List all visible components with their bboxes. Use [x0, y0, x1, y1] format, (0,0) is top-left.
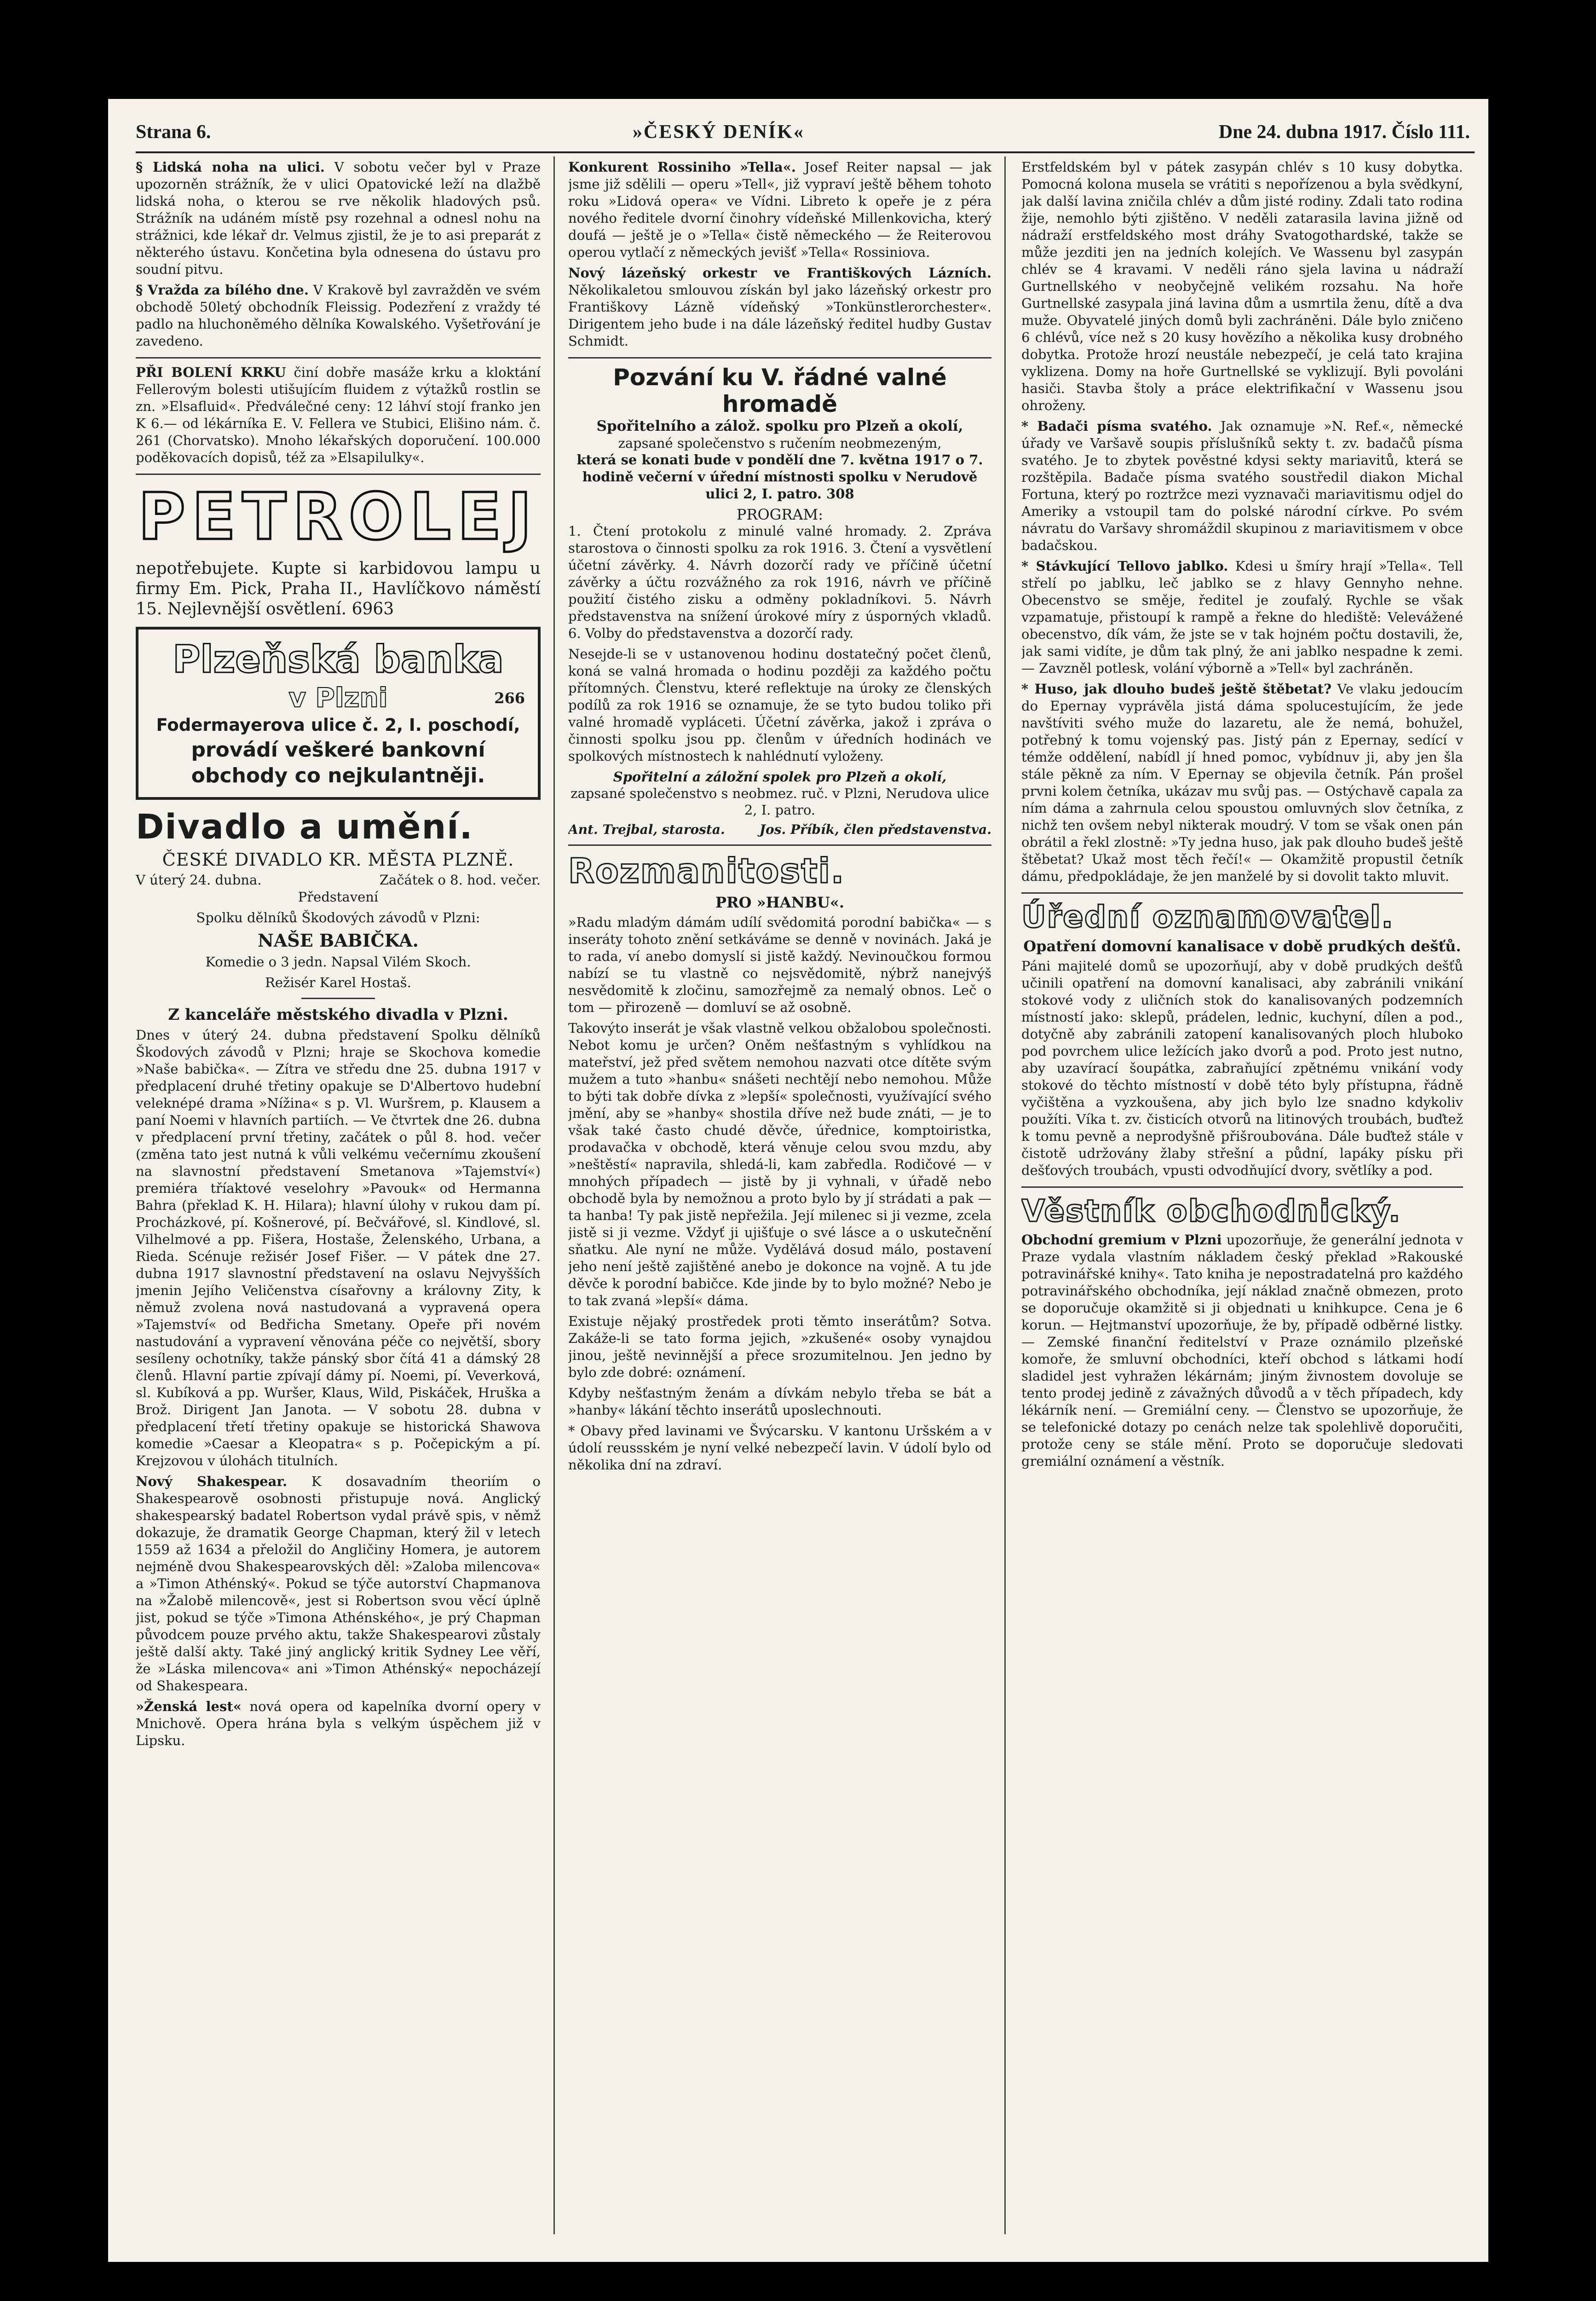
page-number: Strana 6.	[136, 121, 211, 143]
page-header	[136, 113, 1475, 153]
misc-body-4: Kdyby nešťastným ženám a dívkám nebylo třeba se bát a »hanby« lákání těchto inserátů uposlechnouti.	[568, 1385, 991, 1418]
column-3	[1021, 159, 1463, 2234]
ad-petrol-title: PETROLEJ	[138, 480, 538, 555]
section-official: Úřední oznamovatel.	[1021, 899, 1394, 935]
meeting-title: Pozvání ku V. řádné valné hromadě	[613, 364, 947, 417]
article-goose: * Huso, jak dlouho budeš ještě štěbetat? Ve vlaku jedoucím do Epernay vyprávěla jistá dáma spolucestujícím, že jede navštíviti svého muže do lazaretu, ale že nemá, bohužel, potřebný k tomu vojenský pas. Jistý pán z Epernay, sedící v témže oddělení, nabídl jí hned pomoc, vybídnuv ji, aby jen šla stále pěkně za ním. V Epernay se objevila četník. Pán prošel prvni kolem četníka, ukázav mu svůj pas. — Ostýchavě capala za ním dáma a zahrnula celou spoustou omluvných slov četníka, z nichž ten ovšem nebyl nikterak moudrý. V tom se však onen pán obrátil a řekl zlostně: »Ty jedna huso, jak pak dlouho budeš ještě štěbetat? Ukaž most těch řečí!« — Okamžitě propustil četník dámu, předpokládaje, že jen manželé by si dovolit takto mluvit.	[1021, 681, 1463, 884]
article-bible-students: * Badači písma svatého. Jak oznamuje »N. Ref.«, německé úřady ve Varšavě soupis příslušníků sekty t. zv. badačů písma svatého. Je to zbytek pověstné kdysi sekty mariavitů, která se rozštěpila. Badače písma svatého soustředil diakon Michal Fortuna, který po roztržce mezi vyznavači mariavitismu odjel do Ameriky a vstoupil tam do polské národní církve. Po svém návratu do Varšavy shromáždil skupinou z mariavitismem v obce badačskou.	[1021, 418, 1463, 553]
article-orchestra: Nový lázeňský orkestr ve Františkových Lázních. Několikaletou smlouvou získán byl jako lázeňský orkestr pro Františkovy Lázně vídeňský »Tonkünstlerorchester«. Dirigentem jeho bude i na dále lázeňský ředitel hudby Gustav Schmidt.	[568, 265, 991, 349]
ad-petrol-body: nepotřebujete. Kupte si karbidovou lampu u firmy Em. Pick, Praha II., Havlíčkovo náměstí 15. Nejlevnější osvětlení. 6963	[136, 559, 541, 619]
bank-address: Fodermayerova ulice č. 2, I. poschodí,	[156, 715, 520, 735]
meeting-sig-addr: zapsané společenstvo s neobmez. ruč. v Plzni, Nerudova ulice 2, I. patro.	[570, 786, 989, 818]
article-tell-opera: Konkurent Rossiniho »Tella«. Josef Reiter napsal — jak jsme již sdělili — operu »Tell«, již vypraví ještě během tohoto roku »Lidová opera« ve Vídni. Libreto k opeře je z péra nového ředitele dvorní činohry vídeňské Millenkovicha, který doufá — ještě je o »Tella« čistě německého — že Reiterovou operou vytlačí z německých jevišť »Tella« Rossiniova.	[568, 159, 991, 260]
section-commerce: Věstník obchodnický.	[1021, 1193, 1401, 1229]
theater-name: ČESKÉ DIVADLO KR. MĚSTA PLZNĚ.	[162, 850, 514, 870]
office-title: Z kanceláře městského divadla v Plzni.	[168, 1006, 508, 1024]
performance-label: Představení	[298, 889, 379, 905]
performance-org: Spolku dělníků Škodových závodů v Plzni:	[196, 910, 480, 925]
issue-date: Dne 24. dubna 1917. Číslo 111.	[1218, 121, 1470, 143]
program-label: PROGRAM:	[736, 506, 824, 523]
misc-subtitle: PRO »HANBU«.	[715, 894, 845, 911]
article-shakespeare: Nový Shakespear. K dosavadním theoriím o Shakespearově osobnosti přistupuje nová. Anglický shakespearský badatel Robertson vydal právě spis, v němž dokazuje, že dramatik George Chapman, který žil v letech 1559 až 1634 a přeložil do Angličiny Homera, je autorem nejméně dvou Shakespearovských děl: »Zaloba milencova« a »Timon Athénský«. Pokud se týče autorství Chapmanova na »Žalobě milencově«, jest si Robertson svou věcí úplně jist, pokud se týče »Timona Athénského«, je prý Chapman původcem pouze prvého aktu, takže Shakespearovi zůstaly ještě další akty. Také jiný anglický kritik Sydney Lee věří, že »Láska milencova« ani »Timon Athénský« nepocházejí od Shakespeara.	[136, 1474, 541, 1694]
ad-elsafluid: PŘI BOLENÍ KRKU činí dobře masáže krku a kloktání Fellerovým bolesti utišujícím fluidem z výtažků rostlin se zn. »Elsafluid«. Předválečné ceny: 12 láhví stojí franko jen K 6.— od lékárníka E. V. Fellera ve Stubici, Elišino nám. č. 261 (Chorvatsko). Mnoho lékařských doporučení. 100.000 poděkovacích dopisů, též za »Elsapilulky«.	[136, 364, 541, 465]
meeting-sig-org: Spořitelní a záložní spolek pro Plzeň a okolí,	[613, 769, 947, 785]
masthead: »ČESKÝ DENÍK«	[633, 121, 805, 143]
bank-text: provádí veškeré bankovní obchody co nejkulantněji.	[191, 738, 485, 787]
play-director: Režisér Karel Hostaš.	[265, 975, 411, 990]
section-miscellany: Rozmanitosti.	[568, 851, 845, 891]
performance-time: V úterý 24. dubna. Začátek o 8. hod. večer.	[136, 872, 541, 888]
program-body: 1. Čtení protokolu z minulé valné hromady. 2. Zpráva starostova o činnosti spolku za rok 1916. 3. Čtení a vysvětlení účetní závěrky. 4. Návrh dozorčí rady ve příčině účetní závěrky a účtu rozvážného za rok 1916, návrh ve příčině použití čistého zisku a odměny pokladníkovi. 5. Návrh představenstva na snížení úrokové míry z úsporných vkladů. 6. Volby do představenstva a dozorčí rady.	[568, 523, 991, 641]
ad-bank	[136, 627, 541, 800]
misc-body-5: * Obavy před lavinami ve Švýcarsku. V kantonu Uršském a v údolí reussském je nyní velké nebezpečí lavin. V údolí bylo od několika dní na zdraví.	[568, 1423, 991, 1473]
divider	[136, 474, 541, 475]
meeting-when: která se konati bude v pondělí dne 7. května 1917 o 7. hodině večerní v úřední místnosti spolku v Nerudově ulici 2, I. patro. 308	[576, 452, 983, 502]
misc-body-2: Takovýto inserát je však vlastně velkou obžalobou společnosti. Nebot komu je určen? Oněm nešťastným s vyhlídkou na mateřství, jež před světem nemohou nazvati otce dítěte svým mužem a tuto »hanbu« snášeti nechtějí nebo nemohou. Může to býti tak dobře dívka z »lepší« společnosti, využívající svého jmění, aby se »hanby« shostila dříve než bude znáti, — je to však také často chudé děvče, úřednice, komptoiristka, prodavačka v obchodě, která věnuje celou svou mzdu, aby »neštěstí« napravila, shledá-li, kam zabředla. Rodičové — v mnohých případech — jistě by ji vyhnali, v úřadě nebo obchodě byla by nemožnou a proto bylo by jí strádati a pak — ta hanba! Ty pak jistě nepřežila. Její milenec si ji vezme, zcela jistě si ji vezme. Vždyť ji ujišťuje o své lásce a o uskutečnění sňatku. Ale nyní ne může. Vydělává dosud málo, postavení jeho není ještě zajištěné anebo je dokonce na vojně. A tu jde děvče k porodní babičce. Kde jinde by to bylo možné? Nebo je to tak zvaná »lepší« dáma.	[568, 1020, 991, 1308]
divider	[568, 844, 991, 846]
bank-title: Plzeňská banka	[173, 638, 504, 682]
program-note: Nesejde-li se v ustanovenou hodinu dostatečný počet členů, koná se valná hromada o hodinu později za každého počtu přítomných. Členstvu, které reflektuje na úroky ze členských podílů za rok 1916 se oznamuje, že se tyto budou toliko při valné hromadě vypláceti. Účetní závěrka, jakož i zpráva o činnosti spolku jsou pp. členům v úředních hodinách ve spolkových místnostech k nahlédnutí vyloženy.	[568, 646, 991, 764]
article-murder: § Vražda za bílého dne. V Krakově byl zavražděn ve svém obchodě 50letý obchodník Fleissig. Podezření z vraždy té padlo na hluchoněmého dělníka Kowalského. Vyšetřování je zavedeno.	[136, 282, 541, 349]
column-rule	[1004, 156, 1006, 2234]
divider	[136, 357, 541, 358]
article-avalanche: Erstfeldském byl v pátek zasypán chlév s 10 kusy dobytka. Pomocná kolona musela se vrátiti s nepořízenou a byla svědkyní, jak další lavina zničila chlév a dům jisté rodiny. Zdali tato rodina žije, nemohlo býti zjištěno. V neděli zatarasila lavina jižně od nádraží erstfeldského most dráhy Svatogothardské, takže se může jezditi jen na jedních kolejích. Ve Wassenu byl zasypán chlév se 4 kravami. V neděli ráno sjela lavina u nádraží Gurtnellského v neobyčejně velikém rozsahu. Na hoře Gurtnellské zasypala jiná lavina dům a usmrtila ženu, dítě a dva muže. Obyvatelé jiných domů byli zachráněni. Dále bylo zničeno 6 chlévů, více než s 20 kusy hovězího a několika kusy drobného dobytka. Protože hrozí neustále nebezpečí, je celá tato krajina vyklizena. Domy na hoře Gurtnellské se vyklizují. Byli povoláni hasiči. Stavba štoly a práce elektrifikační v Wassenu jsou ohroženy.	[1021, 159, 1463, 413]
divider	[1021, 892, 1463, 894]
office-body: Dnes v úterý 24. dubna představení Spolku dělníků Škodových závodů v Plzni; hraje se Skochova komedie »Naše babička«. — Zítra ve středu dne 25. dubna 1917 v předplacení druhé třetiny opakuje se D'Albertovo hudební veleknépé drama »Nížina« s p. Vl. Wuršrem, p. Klausem a paní Noemi v hlavních partiích. — Ve čtvrtek dne 26. dubna v předplacení první třetiny, začátek o půl 8. hod. večer (změna tato jest nutná k vůli velkému večernímu zkoušení na slavnostní představení Smetanova »Tajemství«) premiéra tříaktové veselohry »Pavouk« od Hermanna Bahra (překlad K. H. Hilara); hlavní úlohy v rukou dam pí. Procházkové, pí. Košnerové, pí. Bečvářové, sl. Kindlové, sl. Vilhelmové a pp. Fišera, Hostaše, Želenského, Urbana, a Rieda. Scénuje režisér Josef Fišer. — V pátek dne 27. dubna 1917 slavnostní představení na oslavu Nejvyšších jmenin Jejího Veličenstva císařovny a královny Zity, k němuž zvolena nová nastudovaná a vypravená opera »Tajemství« od Bedřicha Smetany. Opeře při novém nastudování a vypravení věnována péče co největší, sbory sesíleny ochotníky, takže pánský sbor čítá 41 a dámský 28 členů. Hlavní partie zpívají dámy pí. Noemi, pí. Veverková, sl. Kubíková a pp. Wuršer, Klaus, Wild, Piskáček, Hruška a Brož. Dirigent Jan Janota. — V sobotu 28. dubna v předplacení třetí třetiny opakuje se historická Shawova komedie »Caesar a Kleopatra« s p. Počepickým a pí. Krejzovou v úlohách titulních.	[136, 1027, 541, 1468]
bank-city: v Plzni 266	[288, 682, 525, 713]
official-title: Opatření domovní kanalisace v době prudkých dešťů.	[1023, 937, 1461, 955]
misc-body-1: »Radu mladým dámám udílí svědomitá porodní babička« — s inseráty tohoto znění setkáváme se denně v novinách. Jaká je to rada, ví anebo domyslí si jistě každý. Nevinoučkou formou nabízí se tu vlastně co nejsvědomitě, nýbrž nanejvýš nesvědomitě k zločinu, samozřejmě za nemalý obnos. Leč o tom — přirozeně — domluví se až osobně.	[568, 914, 991, 1015]
article-leg: § Lidská noha na ulici. V sobotu večer byl v Praze upozorněn strážník, že v ulici Opatovické leží na dlažbě lidská noha, o kterou se rve několik hladových psů. Strážník na udáném místě psy rozehnal a odnesl nohu na strážnici, kde lékař dr. Velmus zjistil, že je to asi preparát z některého ústavu. Končetina byla odnesena do ústavu pro soudní pitvu.	[136, 159, 541, 277]
article-opera: »Ženská lest« nová opera od kapelníka dvorní opery v Mnichově. Opera hrána byla s velkým úspěchem již v Lipsku.	[136, 1699, 541, 1748]
column-rule	[553, 156, 555, 2234]
section-theater: Divadlo a umění.	[136, 807, 473, 847]
meeting-org: Spořitelního a zálož. spolku pro Plzeň a okolí,	[596, 418, 963, 434]
play-title: NAŠE BABIČKA.	[258, 930, 419, 951]
meeting-signatures: Ant. Trejbal, starosta. Jos. Příbík, člen představenstva.	[568, 822, 991, 837]
newspaper-page	[108, 99, 1488, 2262]
divider	[1021, 1186, 1463, 1188]
meeting-reg: zapsané společenstvo s ručením neobmezeným,	[618, 435, 942, 451]
article-tell-apple: * Stávkující Tellovo jablko. Kdesi u šmíry hrají »Tella«. Tell střelí po jablku, leč jablko se z hlavy Gennyho nehne. Obecenstvo se směje, ředitel je zoufalý. Rychle se však vzpamatuje, přistoupí k rampě a řekne do hlediště: Velevážené obecenstvo, dík vám, že jste se v tak hojném počtu dostavili, že, jak sami vidíte, je dům tak plný, že ani jablko nespadne k zemi. — Zavzněl potlesk, volání výborně a »Tell« byl zachráněn.	[1021, 558, 1463, 676]
official-body: Páni majitelé domů se upozorňují, aby v době prudkých dešťů učinili opatření na domovní kanalisaci, aby zabránili vnikání stokové vody z uličních stok do kanalisovaných podzemních místností jako: sklepů, prádelen, lednic, kuchyní, dílen a pod., dotyčně aby zabránili zatopení kanalisovaných ploch hluboko pod povrchem ulice ležících jako dvorů a pod. Proto jest nutno, aby uzavírací šoupátka, zabraňující zpětnému vnikání vody stokové do těchto místností v době této byly přístupna, řádně vyčištěna a vyzkoušena, aby jich bylo lze snadno kdykoliv použíti. Víka t. zv. čisticích otvorů na litinových troubách, buďtež k tomu pevně a neprodyšně přišroubována. Dále buďtež stále v čistotě udržovány žlaby střešní a půdní, lapáky písku při dešťových troubách, vpusti odvodňující dvory, světlíky a pod.	[1021, 958, 1463, 1178]
misc-body-3: Existuje nějaký prostředek proti těmto inserátům? Sotva. Zakáže-li se tato forma jejich, »zkušené« osoby vynajdou jinou, ještě nevinnější a přece srozumitelnou. Jen jedno by bylo zde dobré: oznámení.	[568, 1313, 991, 1380]
play-info: Komedie o 3 jedn. Napsal Vilém Skoch.	[205, 954, 471, 970]
divider	[301, 998, 375, 999]
column-1	[136, 159, 541, 2234]
commerce-body: Obchodní gremium v Plzni upozorňuje, že generální jednota v Praze vydala vlastním nákladem český překlad »Rakouské potravinářské knihy«. Tato kniha je nepostradatelná pro každého potravinářského obchodníka, její náklad značně obmezen, proto se doporučuje okamžitě si ji objednati u knihkupce. Cena je 6 korun. — Hejtmanství upozorňuje, že by, případě odběrné listky. — Zemské finanční ředitelství v Praze oznámilo plzeňské komoře, že smluvní obchodníci, kteří obchod s látkami hodí sladidel jest vyhražen lékárnám; jiným živnostem dovoluje se tento prodej jedině z závažných důvodů a v těch případech, kdy lékárník není. — Gremiální ceny. — Členstvo se upozorňuje, že se telefonické dotazy po cenách nelze tak spolehlivě doporučiti, protože ceny se stále mění. Proto se doporučuje sledovati gremiální oznámení a věstník.	[1021, 1232, 1463, 1469]
divider	[568, 357, 991, 358]
column-2	[568, 159, 991, 2234]
